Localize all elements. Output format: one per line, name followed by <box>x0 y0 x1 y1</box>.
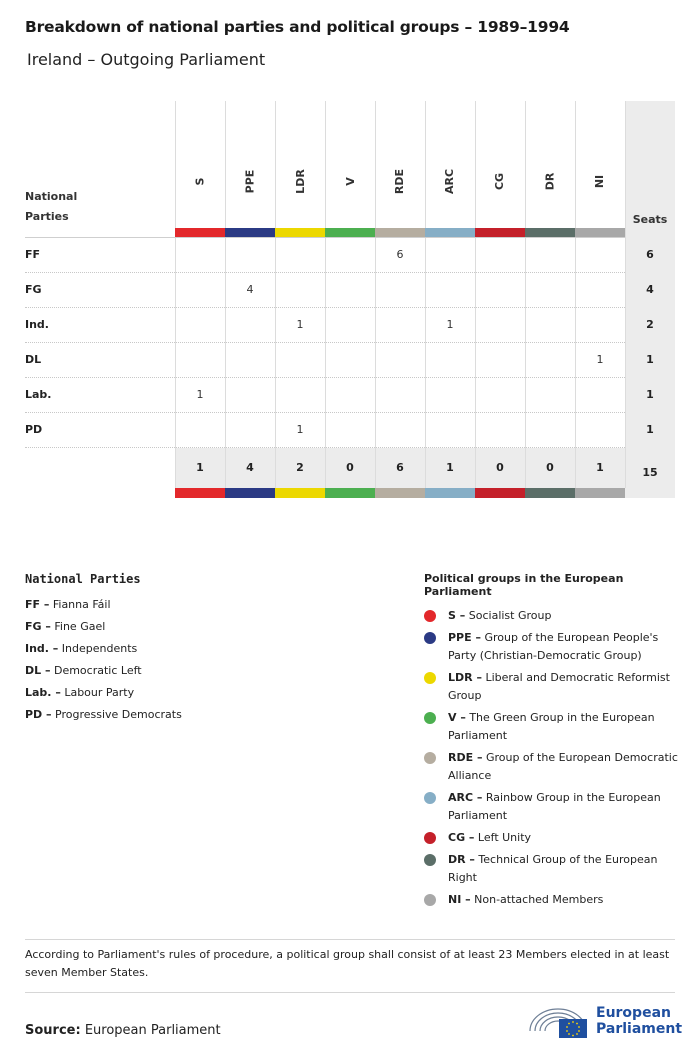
group-legend-item <box>424 891 684 909</box>
seats-table <box>25 101 675 498</box>
group-legend-item <box>424 829 684 847</box>
national-parties-legend-title: National Parties <box>25 572 141 586</box>
seat-value: 1 <box>296 318 304 331</box>
group-color-bar <box>175 228 225 237</box>
group-color-dot <box>424 832 436 844</box>
seats-header: Seats <box>632 213 668 226</box>
group-color-bar <box>225 488 275 498</box>
party-abbr: Ind. – <box>25 642 59 655</box>
logo-line-2: Parliament <box>596 1021 683 1037</box>
group-code: RDE <box>393 168 407 194</box>
group-legend-item <box>424 607 684 625</box>
row-total: 1 <box>646 423 654 436</box>
group-color-dot <box>424 894 436 906</box>
party-name: Fianna Fáil <box>49 598 111 611</box>
group-name: Socialist Group <box>465 609 552 622</box>
group-legend-item <box>424 749 684 785</box>
group-color-bar <box>175 488 225 498</box>
group-header-dr <box>525 141 575 221</box>
group-header-s <box>175 141 225 221</box>
group-color-bar <box>425 228 475 237</box>
party-abbr: DL – <box>25 664 51 677</box>
group-total: 0 <box>346 461 354 474</box>
group-header-arc <box>425 141 475 221</box>
group-color-bar <box>475 228 525 237</box>
group-abbr: LDR – <box>448 671 482 684</box>
group-abbr: V – <box>448 711 466 724</box>
group-color-bar <box>425 488 475 498</box>
group-total: 0 <box>496 461 504 474</box>
group-color-dot <box>424 610 436 622</box>
group-abbr: PPE – <box>448 631 481 644</box>
party-name: Labour Party <box>60 686 135 699</box>
row-total: 6 <box>646 248 654 261</box>
group-legend-item <box>424 629 684 665</box>
party-label: Lab. <box>25 388 52 401</box>
party-name: Fine Gael <box>50 620 106 633</box>
source-label: Source: <box>25 1023 81 1038</box>
political-groups-legend <box>424 572 684 913</box>
group-name: Liberal and Democratic Reformist Group <box>448 671 670 702</box>
footnote: According to Parliament's rules of procedure, a political group shall consist of at least 23 Members elected in at least seven Member States. <box>25 948 670 979</box>
national-party-legend-item <box>25 660 385 682</box>
group-color-bar <box>225 228 275 237</box>
group-legend-item <box>424 851 684 887</box>
party-label: FF <box>25 248 41 261</box>
group-abbr: ARC – <box>448 791 483 804</box>
group-abbr: CG – <box>448 831 475 844</box>
group-total: 4 <box>246 461 254 474</box>
group-color-bar <box>525 488 575 498</box>
hemicycle-icon <box>526 1001 590 1041</box>
divider <box>25 992 675 993</box>
seat-value: 6 <box>396 248 404 261</box>
group-color-dot <box>424 752 436 764</box>
european-parliament-logo <box>526 1001 683 1041</box>
political-groups-legend-title: Political groups in the European Parliament <box>424 572 624 598</box>
group-total: 1 <box>196 461 204 474</box>
group-name: Group of the European Democratic Alliance <box>448 751 678 782</box>
group-code: NI <box>593 174 607 188</box>
group-name: Technical Group of the European Right <box>448 853 658 884</box>
group-name: Rainbow Group in the European Parliament <box>448 791 661 822</box>
seat-value: 1 <box>446 318 454 331</box>
group-code: S <box>193 177 207 185</box>
logo-line-1: European <box>596 1005 671 1021</box>
group-color-bar <box>525 228 575 237</box>
group-header-v <box>325 141 375 221</box>
group-code: V <box>343 176 357 186</box>
group-color-dot <box>424 672 436 684</box>
national-party-legend-item <box>25 594 385 616</box>
group-name: Left Unity <box>474 831 532 844</box>
seat-value: 1 <box>296 423 304 436</box>
party-label: Ind. <box>25 318 49 331</box>
group-color-bar <box>375 228 425 237</box>
row-total: 1 <box>646 388 654 401</box>
party-label: DL <box>25 353 42 366</box>
group-total: 1 <box>446 461 454 474</box>
row-total: 4 <box>646 283 654 296</box>
group-color-bar <box>275 488 325 498</box>
group-code: PPE <box>243 169 257 193</box>
group-color-bar <box>325 488 375 498</box>
group-abbr: DR – <box>448 853 475 866</box>
group-total: 1 <box>596 461 604 474</box>
group-abbr: S – <box>448 609 466 622</box>
group-color-bar <box>575 488 625 498</box>
party-abbr: Lab. – <box>25 686 61 699</box>
party-label: PD <box>25 423 43 436</box>
group-total: 0 <box>546 461 554 474</box>
group-color-bar <box>475 488 525 498</box>
group-total: 6 <box>396 461 404 474</box>
group-abbr: RDE – <box>448 751 483 764</box>
group-legend-item <box>424 709 684 745</box>
party-name: Independents <box>58 642 138 655</box>
national-parties-legend <box>25 572 385 726</box>
group-header-ppe <box>225 141 275 221</box>
national-party-legend-item <box>25 638 385 660</box>
group-color-dot <box>424 792 436 804</box>
group-color-bar <box>575 228 625 237</box>
group-name: Group of the European People's Party (Christian-Democratic Group) <box>448 631 659 662</box>
party-name: Democratic Left <box>50 664 142 677</box>
group-color-dot <box>424 854 436 866</box>
group-color-bar <box>275 228 325 237</box>
group-color-dot <box>424 632 436 644</box>
group-header-ni <box>575 141 625 221</box>
page-subtitle: Ireland – Outgoing Parliament <box>27 50 266 69</box>
group-color-bar <box>375 488 425 498</box>
party-name: Progressive Democrats <box>51 708 182 721</box>
group-code: LDR <box>293 168 307 194</box>
group-header-cg <box>475 141 525 221</box>
national-party-legend-item <box>25 682 385 704</box>
page-title: Breakdown of national parties and political groups – 1989–1994 <box>25 18 570 36</box>
group-name: The Green Group in the European Parliament <box>448 711 655 742</box>
national-party-legend-item <box>25 704 385 726</box>
national-parties-header: National Parties <box>25 190 78 223</box>
party-abbr: FG – <box>25 620 51 633</box>
source-value: European Parliament <box>84 1023 221 1038</box>
group-abbr: NI – <box>448 893 471 906</box>
party-label: FG <box>25 283 42 296</box>
group-header-rde <box>375 141 425 221</box>
group-code: DR <box>543 172 557 190</box>
row-total: 1 <box>646 353 654 366</box>
seat-value: 1 <box>196 388 204 401</box>
seat-value: 4 <box>246 283 254 296</box>
group-name: Non-attached Members <box>470 893 604 906</box>
source-line <box>25 1023 221 1038</box>
group-code: ARC <box>443 168 457 194</box>
party-abbr: FF – <box>25 598 50 611</box>
divider <box>25 939 675 940</box>
group-color-dot <box>424 712 436 724</box>
group-total: 2 <box>296 461 304 474</box>
group-color-bar <box>325 228 375 237</box>
group-header-ldr <box>275 141 325 221</box>
group-legend-item <box>424 669 684 705</box>
party-abbr: PD – <box>25 708 52 721</box>
seat-value: 1 <box>596 353 604 366</box>
row-total: 2 <box>646 318 654 331</box>
group-legend-item <box>424 789 684 825</box>
national-party-legend-item <box>25 616 385 638</box>
group-code: CG <box>493 172 507 190</box>
grand-total: 15 <box>642 466 658 479</box>
